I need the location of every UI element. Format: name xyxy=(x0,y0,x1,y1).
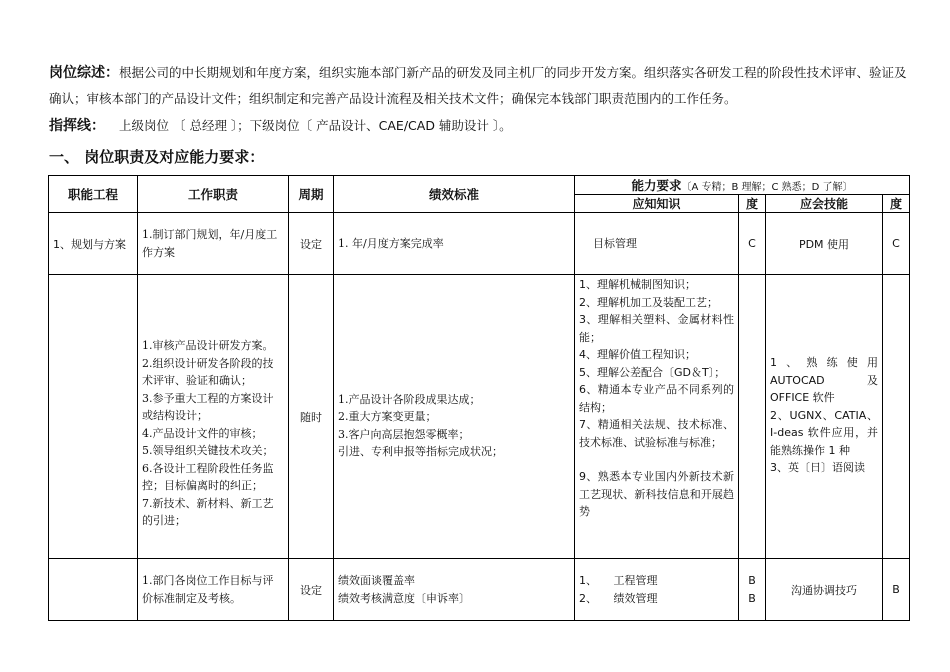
table-row xyxy=(49,275,910,559)
skill-line: 沟通协调技巧 xyxy=(791,583,857,597)
cell-skills xyxy=(766,213,883,275)
cell-kpi xyxy=(334,559,575,621)
knowledge-line: 目标管理 xyxy=(593,236,637,250)
job-summary-label: 岗位综述： xyxy=(49,65,119,81)
cell-degree-knowledge xyxy=(739,213,766,275)
header-kpi: 绩效标准 xyxy=(334,176,575,213)
kpi-line: 绩效考核满意度〔申诉率〕 xyxy=(338,591,470,605)
header-skills: 应会技能 xyxy=(766,195,883,213)
header-function: 职能工程 xyxy=(49,176,138,213)
kpi-line: 引进、专利申报等指标完成状况； xyxy=(338,445,503,458)
header-ability xyxy=(575,176,910,195)
cell-period: 设定 xyxy=(289,213,334,275)
cell-knowledge xyxy=(575,559,739,621)
command-line-label: 指挥线： xyxy=(49,118,105,134)
duty-line: 1.制订部门规划，年/月度工作方案 xyxy=(142,228,278,259)
cell-degree-skills: B xyxy=(883,559,910,621)
duty-line: 1.部门各岗位工作目标与评价标准制定及考核。 xyxy=(142,574,274,605)
kpi-line: 1.产品设计各阶段成果达成； xyxy=(338,392,481,406)
cell-degree-knowledge xyxy=(739,275,766,559)
cell-kpi xyxy=(334,213,575,275)
skill-line: 1、熟练使用AUTOCAD 及 OFFICE 软件 xyxy=(770,356,878,405)
cell-degree-skills xyxy=(883,275,910,559)
knowledge-line: 7、精通相关法规、技术标准、技术标准、试验标准与标准； xyxy=(579,418,734,449)
cell-function xyxy=(49,275,138,559)
cell-duty xyxy=(138,275,289,559)
skill-line: PDM 使用 xyxy=(798,237,850,251)
knowledge-line: 4、理解价值工程知识； xyxy=(579,348,696,361)
duty-line: 2.组织设计研发各阶段的技术评审、验证和确认； xyxy=(142,356,274,388)
kpi-line: 绩效面谈覆盖率 xyxy=(338,574,415,587)
knowledge-line: 6、精通本专业产品不同系列的结构； xyxy=(579,383,734,414)
header-ability-note: 〔A 专精；B 理解；C 熟悉；D 了解〕 xyxy=(681,182,853,193)
cell-period: 设定 xyxy=(289,559,334,621)
cell-duty xyxy=(138,213,289,275)
cell-function xyxy=(49,559,138,621)
duty-line: 7.新技术、新材料、新工艺的引进； xyxy=(142,496,274,528)
skill-line: 2、UGNX、CATIA、I-deas 软件应用，并能熟练操作 1 种 xyxy=(770,408,878,457)
cell-knowledge xyxy=(575,275,739,559)
kpi-line: 3.客户向高层抱怨零概率； xyxy=(338,427,470,441)
knowledge-line: 1、 工程管理 xyxy=(579,574,658,587)
cell-function: 1、规划与方案 xyxy=(49,213,138,275)
degree-value: C xyxy=(748,237,756,250)
knowledge-line: 2、理解机加工及装配工艺； xyxy=(579,295,718,309)
header-degree-skills: 度 xyxy=(883,195,910,213)
duty-line: 1.审核产品设计研发方案。 xyxy=(142,339,274,353)
header-period: 周期 xyxy=(289,176,334,213)
section-title: 一、 岗位职责及对应能力要求： xyxy=(49,148,265,166)
table-row xyxy=(49,559,910,621)
kpi-line: 1. 年/月度方案完成率 xyxy=(338,236,444,250)
duty-line: 4.产品设计文件的审核； xyxy=(142,426,263,440)
command-line xyxy=(49,113,909,139)
degree-value: B xyxy=(748,591,756,605)
cell-degree-knowledge xyxy=(739,559,766,621)
header-knowledge: 应知知识 xyxy=(575,195,739,213)
skill-line: 3、英〔日〕语阅读 xyxy=(770,461,865,475)
duty-line: 6.各设计工程阶段性任务监控；目标偏离时的纠正； xyxy=(142,461,274,493)
job-summary-text: 根据公司的中长期规划和年度方案，组织实施本部门新产品的研发及同主机厂的同步开发方案。组织落实各研发工程的阶段性技术评审、验证及确认；审核本部门的产品设计文件；组织制定和完善产品设计流程及相关技术文件；确保完本钱部门职责范围内的工作任务。 xyxy=(49,65,907,106)
knowledge-line: 3、理解相关塑料、金属材料性能； xyxy=(579,313,734,344)
cell-knowledge xyxy=(575,213,739,275)
cell-kpi xyxy=(334,275,575,559)
knowledge-line: 5、理解公差配合〔GD＆T〕； xyxy=(579,365,726,379)
duty-line: 5.领导组织关键技术攻关； xyxy=(142,444,274,458)
cell-duty xyxy=(138,559,289,621)
duties-table xyxy=(48,175,910,621)
duty-line: 3.参予重大工程的方案设计或结构设计； xyxy=(142,391,274,423)
header-degree-knowledge: 度 xyxy=(739,195,766,213)
superior-position: 上级岗位 〔 总经理 〕； xyxy=(119,118,250,133)
job-summary xyxy=(49,60,909,111)
cell-skills xyxy=(766,559,883,621)
cell-period: 随时 xyxy=(289,275,334,559)
cell-degree-skills: C xyxy=(883,213,910,275)
table-row xyxy=(49,213,910,275)
kpi-line: 2.重大方案变更量； xyxy=(338,410,437,423)
subordinate-position: 下级岗位〔 产品设计、CAE/CAD 辅助设计 〕。 xyxy=(249,118,512,133)
knowledge-line: 2、 绩效管理 xyxy=(579,591,658,605)
header-ability-label: 能力要求 xyxy=(631,178,682,193)
knowledge-line: 9、熟悉本专业国内外新技术新工艺现状、新科技信息和开展趋势 xyxy=(579,470,734,518)
cell-skills xyxy=(766,275,883,559)
knowledge-line: 1、理解机械制图知识； xyxy=(579,278,696,291)
header-duty: 工作职责 xyxy=(138,176,289,213)
degree-value: B xyxy=(748,574,756,587)
